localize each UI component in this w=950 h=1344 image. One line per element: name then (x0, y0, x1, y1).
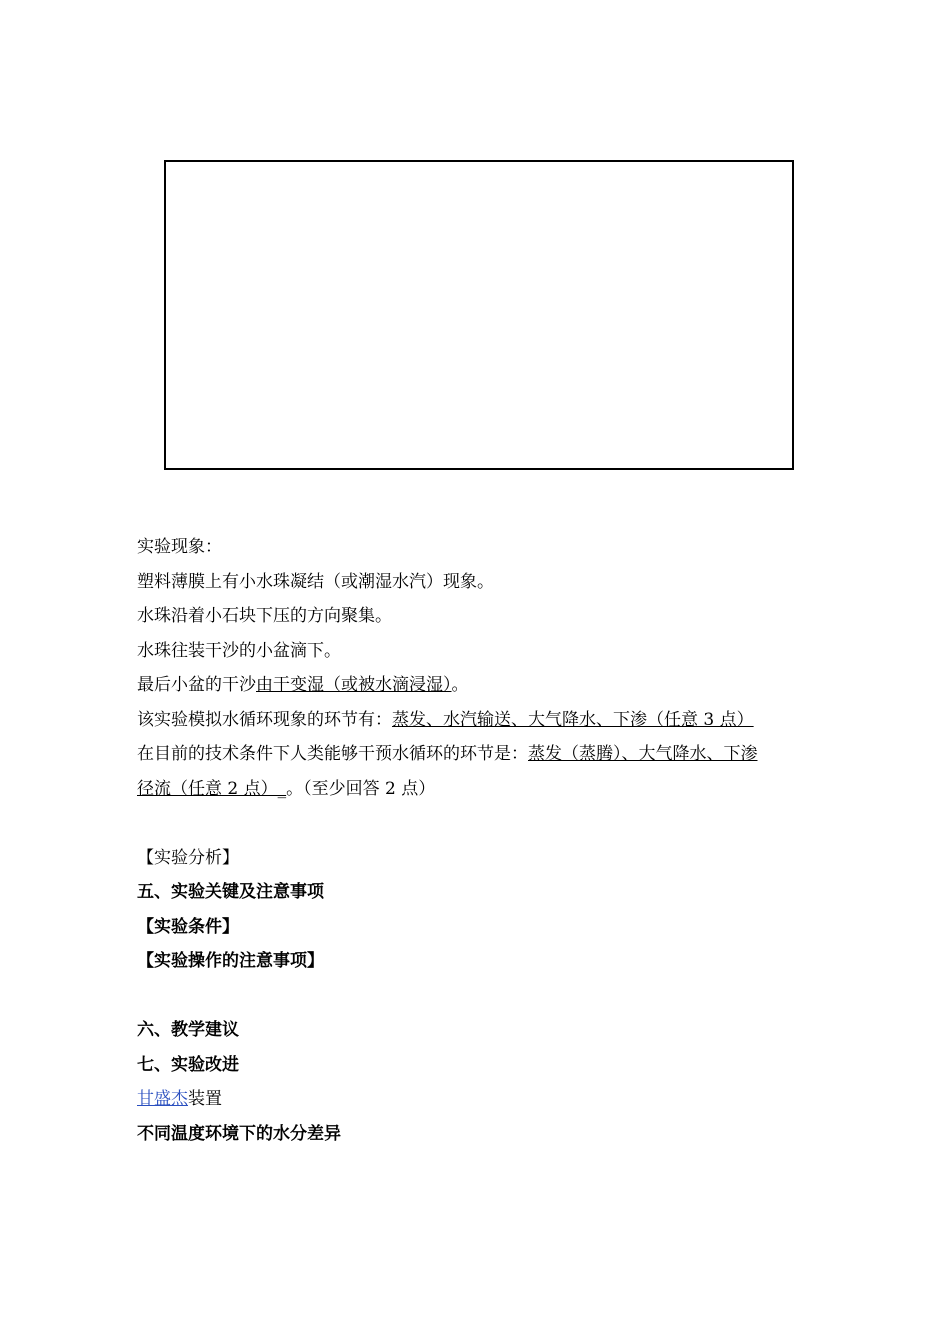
device-line (137, 1082, 827, 1117)
phenomenon-6-text: 在目前的技术条件下人类能够干预水循环的环节是： (137, 744, 528, 764)
spacer (137, 806, 827, 841)
figure-placeholder-box (164, 160, 794, 470)
phenomenon-6-continued (137, 772, 827, 807)
phenomenon-4-answer: 由干变湿（或被水滴浸湿） (256, 675, 452, 695)
device-suffix: 装置 (188, 1089, 222, 1109)
spacer (137, 979, 827, 1014)
phenomenon-3: 水珠往装干沙的小盆滴下。 (137, 640, 341, 661)
phenomenon-5 (137, 703, 827, 738)
section-improvement: 七、实验改进 (137, 1054, 239, 1075)
section-operation-notes: 【实验操作的注意事项】 (137, 951, 324, 971)
phenomenon-1: 塑料薄膜上有小水珠凝结（或潮湿水汽）现象。 (137, 571, 494, 592)
section-temperature: 不同温度环境下的水分差异 (137, 1123, 341, 1144)
device-link[interactable]: 甘盛杰 (137, 1089, 188, 1109)
phenomenon-6-answer-b: 径流（任意 2 点）_ (137, 778, 287, 799)
phenomenon-2: 水珠沿着小石块下压的方向聚集。 (137, 606, 392, 626)
phenomenon-5-answer: 蒸发、水汽输送、大气降水、下渗（任意 3 点） (392, 709, 754, 730)
section-key-points: 五、实验关键及注意事项 (137, 882, 324, 902)
phenomenon-4-text: 最后小盆的干沙 (137, 675, 256, 695)
phenomenon-6-end: 。（至少回答 2 点） (286, 778, 436, 799)
document-body (137, 530, 827, 1151)
section-analysis: 【实验分析】 (137, 847, 239, 868)
phenomenon-6-answer-a: 蒸发（蒸腾）、大气降水、下渗 (528, 744, 758, 764)
section-teaching: 六、教学建议 (137, 1020, 239, 1040)
phenomenon-4-end: 。 (451, 675, 469, 695)
phenomenon-5-text: 该实验模拟水循环现象的环节有： (137, 709, 392, 730)
phenomenon-4 (137, 668, 827, 703)
section-conditions: 【实验条件】 (137, 916, 239, 937)
phenomena-heading: 实验现象： (137, 537, 222, 557)
phenomenon-6 (137, 737, 827, 772)
